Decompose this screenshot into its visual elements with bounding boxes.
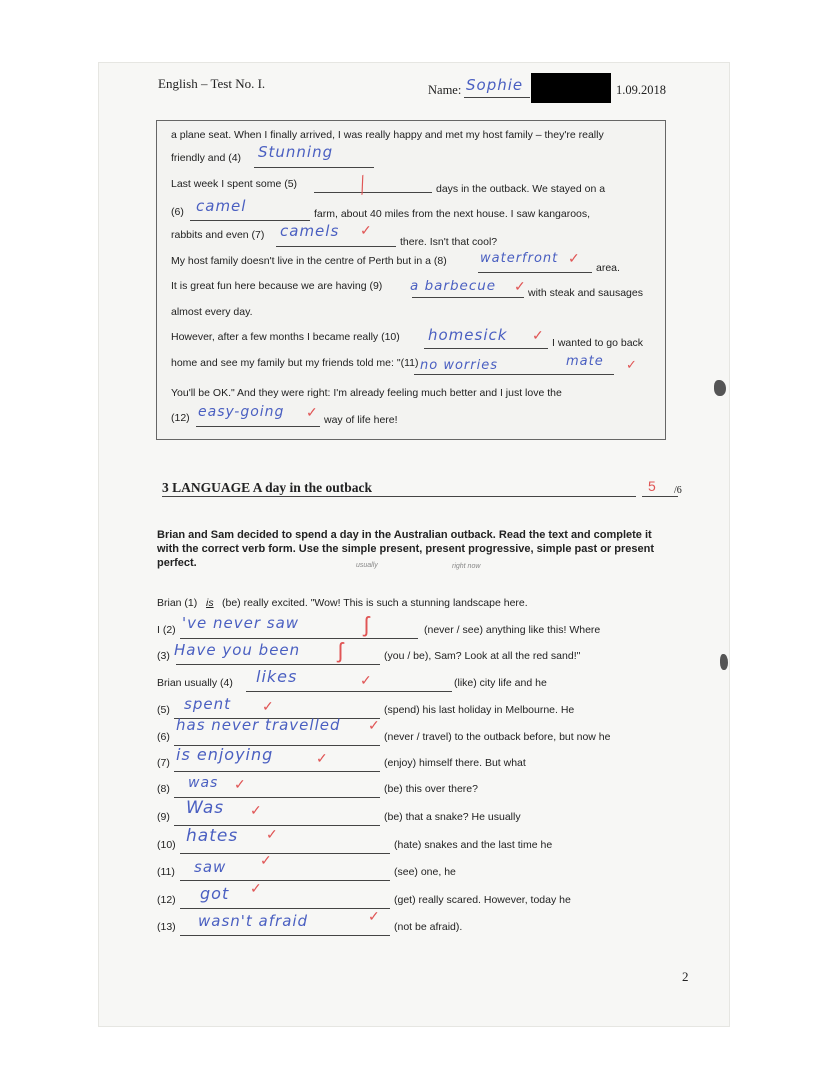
item-2-number: I (2) — [157, 624, 176, 636]
item-13-prompt: (not be afraid). — [394, 921, 463, 933]
name-label: Name: — [428, 83, 462, 97]
instructions-line-3: perfect. — [157, 557, 197, 569]
item-3-number: (3) — [157, 650, 170, 662]
item-7-answer: is enjoying — [176, 745, 274, 764]
check-mark-7: ✓ — [360, 222, 372, 238]
punch-hole-shadow — [720, 654, 728, 670]
check-mark-8: ✓ — [568, 250, 580, 266]
box-line-9: My host family doesn't live in the centre of Perth but in a (8) — [171, 255, 447, 267]
answer-11-part-2: mate — [566, 354, 604, 369]
check-mark-item-4: ✓ — [360, 672, 372, 688]
box-line-4: days in the outback. We stayed on a — [436, 183, 606, 195]
page-number: 2 — [682, 969, 689, 984]
item-2-answer: 've never saw — [182, 614, 300, 632]
check-mark-10: ✓ — [532, 327, 544, 343]
box-line-12: with steak and sausages — [528, 287, 643, 299]
item-13-answer: wasn't afraid — [198, 912, 309, 930]
answer-11-part-1: no worries — [420, 358, 498, 373]
answer-9: a barbecue — [410, 278, 497, 294]
check-mark-11: ✓ — [626, 357, 637, 372]
box-line-13: almost every day. — [171, 306, 253, 318]
check-mark-item-6: ✓ — [368, 717, 380, 733]
item-9-answer: Was — [186, 798, 225, 818]
check-mark-12: ✓ — [306, 404, 318, 420]
check-mark-item-8: ✓ — [234, 776, 246, 792]
item-10-answer: hates — [186, 826, 239, 846]
answer-10: homesick — [428, 326, 508, 344]
exercise-intro-prefix: Brian (1) — [157, 597, 198, 609]
item-5-number: (5) — [157, 704, 170, 716]
box-line-19: way of life here! — [324, 414, 398, 426]
box-line-17: You'll be OK." And they were right: I'm already feeling much better and I just love the — [171, 387, 562, 399]
instructions-line-2: with the correct verb form. Use the simple present, present progressive, simple past or present — [157, 543, 654, 555]
item-10-number: (10) — [157, 839, 176, 851]
item-9-number: (9) — [157, 811, 170, 823]
item-7-prompt: (enjoy) himself there. But what — [384, 757, 526, 769]
answer-12: easy-going — [198, 404, 285, 420]
section-total: /6 — [674, 485, 682, 496]
test-date: 1.09.2018 — [616, 83, 666, 97]
box-line-10: area. — [596, 262, 620, 274]
test-title: English – Test No. I. — [158, 76, 266, 91]
box-line-18: (12) — [171, 412, 190, 424]
exercise-example-answer: is — [206, 597, 214, 609]
box-line-6: farm, about 40 miles from the next house. I saw kangaroos, — [314, 208, 591, 220]
box-line-11: It is great fun here because we are having (9) — [171, 280, 383, 292]
item-12-answer: got — [200, 884, 230, 903]
answer-6: camel — [196, 197, 247, 215]
section-title: 3 LANGUAGE A day in the outback — [162, 480, 373, 495]
answer-7: camels — [280, 222, 340, 240]
item-5-answer: spent — [184, 695, 231, 713]
item-5-prompt: (spend) his last holiday in Melbourne. He — [384, 704, 575, 716]
item-2-prompt: (never / see) anything like this! Where — [424, 624, 601, 636]
item-9-prompt: (be) that a snake? He usually — [384, 811, 521, 823]
item-4-answer: likes — [256, 667, 298, 686]
item-7-number: (7) — [157, 757, 170, 769]
item-12-number: (12) — [157, 894, 176, 906]
item-3-prompt: (you / be), Sam? Look at all the red sand!" — [384, 650, 581, 662]
check-mark-item-13: ✓ — [368, 908, 380, 924]
answer-8: waterfront — [480, 251, 559, 266]
check-mark-9: ✓ — [514, 278, 526, 294]
section-score: 5 — [648, 478, 656, 494]
pencil-note-right-now: right now — [452, 563, 481, 570]
box-line-2: friendly and (4) — [171, 152, 242, 164]
check-mark-item-10: ✓ — [266, 826, 278, 842]
redacted-area — [531, 73, 611, 103]
box-line-8: there. Isn't that cool? — [400, 236, 498, 248]
instructions-line-1: Brian and Sam decided to spend a day in the Australian outback. Read the text and complete it — [157, 529, 652, 541]
pencil-note-usually: usually — [356, 562, 378, 569]
item-8-answer: was — [188, 775, 219, 791]
box-line-7: rabbits and even (7) — [171, 229, 265, 241]
answer-4: Stunning — [258, 143, 334, 161]
item-11-prompt: (see) one, he — [394, 866, 456, 878]
cross-mark-3: ʃ — [338, 638, 343, 663]
item-6-answer: has never travelled — [176, 716, 341, 734]
cross-mark-5: ╱ — [355, 175, 371, 196]
punch-hole-shadow — [714, 380, 726, 396]
item-11-number: (11) — [157, 866, 175, 878]
item-4-number: Brian usually (4) — [157, 677, 233, 689]
box-line-3: Last week I spent some (5) — [171, 178, 298, 190]
item-8-prompt: (be) this over there? — [384, 783, 478, 795]
check-mark-item-12: ✓ — [250, 880, 262, 896]
box-line-14: However, after a few months I became really (10) — [171, 331, 400, 343]
box-line-16: home and see my family but my friends told me: "(11) — [171, 357, 419, 369]
item-11-answer: saw — [194, 858, 227, 876]
check-mark-item-5: ✓ — [262, 698, 274, 714]
box-line-5: (6) — [171, 206, 184, 218]
exercise-intro-suffix: (be) really excited. "Wow! This is such a stunning landscape here. — [222, 597, 528, 609]
item-8-number: (8) — [157, 783, 170, 795]
item-10-prompt: (hate) snakes and the last time he — [394, 839, 553, 851]
item-13-number: (13) — [157, 921, 176, 933]
student-name: Sophie — [466, 76, 524, 94]
item-3-answer: Have you been — [174, 641, 301, 659]
check-mark-item-7: ✓ — [316, 750, 328, 766]
box-line-1: a plane seat. When I finally arrived, I was really happy and met my host family – they're really — [171, 129, 604, 141]
item-6-prompt: (never / travel) to the outback before, but now he — [384, 731, 611, 743]
check-mark-item-11: ✓ — [260, 852, 272, 868]
item-6-number: (6) — [157, 731, 170, 743]
item-4-prompt: (like) city life and he — [454, 677, 547, 689]
item-12-prompt: (get) really scared. However, today he — [394, 894, 571, 906]
cross-mark-2: ʃ — [364, 612, 369, 637]
box-line-15: I wanted to go back — [552, 337, 644, 349]
check-mark-item-9: ✓ — [250, 802, 262, 818]
